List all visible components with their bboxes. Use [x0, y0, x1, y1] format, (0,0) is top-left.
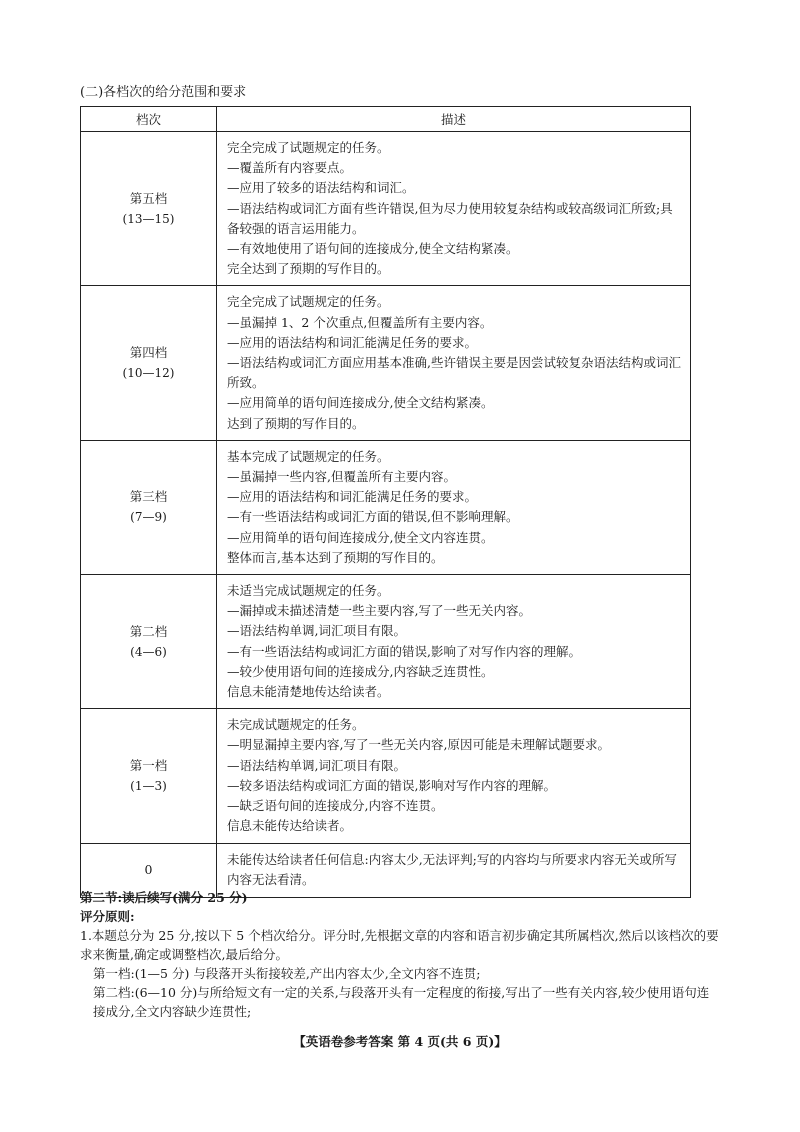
level-cell	[81, 709, 217, 843]
description-line: 完全完成了试题规定的任务。	[227, 294, 390, 310]
description-cell	[217, 132, 691, 286]
level-name: 第三档	[129, 489, 168, 505]
description-line: —虽漏掉一些内容,但覆盖所有主要内容。	[227, 469, 456, 485]
tier-1-rule: 第一档:(1—5 分) 与段落开头衔接较差,产出内容太少,全文内容不连贯;	[93, 966, 481, 981]
section-two	[80, 888, 720, 1021]
description-line: 完全完成了试题规定的任务。	[227, 140, 390, 155]
description-line: —漏掉或未描述清楚一些主要内容,写了一些无关内容。	[227, 603, 531, 619]
description-line: —语法结构单调,词汇项目有限。	[227, 623, 406, 639]
grading-table	[80, 106, 691, 898]
scoring-principle-label: 评分原则:	[80, 909, 135, 924]
level-cell	[81, 440, 217, 574]
level-name: 第四档	[129, 345, 168, 361]
description-line: —应用简单的语句间连接成分,使全文结构紧凑。	[227, 395, 494, 411]
level-cell	[81, 575, 217, 709]
level-name: 0	[144, 862, 153, 877]
description-line: 信息未能清楚地传达给读者。	[227, 684, 390, 700]
description-line: —应用的语法结构和词汇能满足任务的要求。	[227, 334, 478, 350]
description-line: 未完成试题规定的任务。	[227, 717, 365, 733]
level-name: 第一档	[129, 757, 168, 773]
table-row	[81, 709, 691, 843]
description-line: —有一些语法结构或词汇方面的错误,但不影响理解。	[227, 509, 519, 525]
level-range: (4—6)	[130, 644, 167, 659]
description-line: 未适当完成试题规定的任务。	[227, 583, 390, 599]
level-name: 第二档	[129, 623, 168, 639]
level-cell	[81, 286, 217, 440]
description-line: 整体而言,基本达到了预期的写作目的。	[227, 549, 444, 565]
level-range: (13—15)	[122, 211, 175, 226]
description-line: 完全达到了预期的写作目的。	[227, 261, 390, 277]
section-two-title: 第二节:读后续写(满分 25 分)	[80, 890, 248, 905]
description-cell	[217, 440, 691, 574]
description-cell	[217, 709, 691, 843]
description-line: 未能传达给读者任何信息:内容太少,无法评判;写的内容均与所要求内容无关或所写内容无法看清。	[227, 851, 677, 887]
description-line: —应用的语法结构和词汇能满足任务的要求。	[227, 489, 478, 505]
description-line: —缺乏语句间的连接成分,内容不连贯。	[227, 798, 444, 814]
table-row	[81, 575, 691, 709]
level-cell	[81, 132, 217, 286]
page-footer: 【英语卷参考答案 第 4 页(共 6 页)】	[293, 1034, 507, 1049]
description-line: —语法结构或词汇方面有些许错误,但为尽力使用较复杂结构或较高级词汇所致;具备较强的语言运用能力。	[227, 200, 673, 236]
level-range: (1—3)	[130, 778, 167, 793]
description-line: —语法结构单调,词汇项目有限。	[227, 757, 406, 773]
tier-2-rule: 第二档:(6—10 分)与所给短文有一定的关系,与段落开头有一定程度的衔接,写出了一些有关内容,较少使用语句连接成分,全文内容缺少连贯性;	[93, 985, 710, 1019]
table-row	[81, 132, 691, 286]
level-range: (7—9)	[130, 510, 167, 525]
scoring-item-1: 1.本题总分为 25 分,按以下 5 个档次给分。评分时,先根据文章的内容和语言初步确定其所属档次,然后以该档次的要求来衡量,确定或调整档次,最后给分。	[80, 928, 719, 962]
description-line: —有一些语法结构或词汇方面的错误,影响了对写作内容的理解。	[227, 643, 581, 659]
level-range: (10—12)	[122, 366, 175, 381]
description-line: —较少使用语句间的连接成分,内容缺乏连贯性。	[227, 663, 494, 679]
description-cell	[217, 286, 691, 440]
description-line: —虽漏掉 1、2 个次重点,但覆盖所有主要内容。	[227, 314, 493, 330]
description-line: 达到了预期的写作目的。	[227, 415, 365, 431]
description-line: —应用简单的语句间连接成分,使全文内容连贯。	[227, 529, 494, 545]
description-line: —覆盖所有内容要点。	[227, 160, 353, 176]
section-heading: (二)各档次的给分范围和要求	[80, 85, 247, 100]
table-header-row	[81, 107, 691, 132]
description-cell	[217, 575, 691, 709]
description-line: —明显漏掉主要内容,写了一些无关内容,原因可能是未理解试题要求。	[227, 737, 610, 753]
header-level: 档次	[81, 107, 217, 132]
description-line: —较多语法结构或词汇方面的错误,影响对写作内容的理解。	[227, 777, 556, 793]
table-row	[81, 286, 691, 440]
description-line: 信息未能传达给读者。	[227, 818, 353, 834]
description-line: 基本完成了试题规定的任务。	[227, 448, 390, 464]
level-name: 第五档	[129, 190, 168, 206]
description-line: —有效地使用了语句间的连接成分,使全文结构紧凑。	[227, 241, 519, 257]
description-line: —语法结构或词汇方面应用基本准确,些许错误主要是因尝试较复杂语法结构或词汇所致。	[227, 355, 681, 391]
header-description: 描述	[217, 107, 691, 132]
table-row	[81, 440, 691, 574]
description-line: —应用了较多的语法结构和词汇。	[227, 180, 415, 196]
